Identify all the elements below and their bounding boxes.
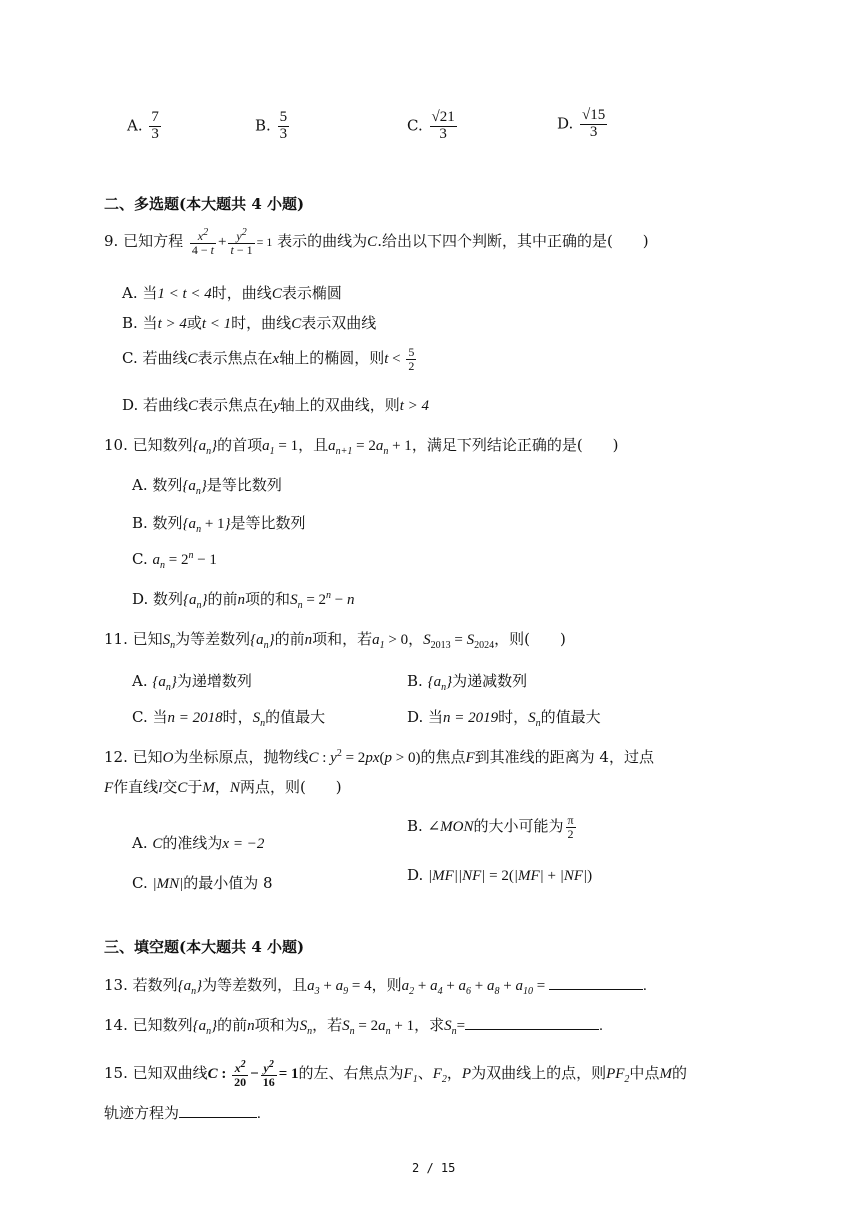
q9-equation: $\frac{x^2}{4 - t}$ xyxy=(191,227,214,257)
q13-stem: 13. 若数列$\{a_n\}$为等差数列，且$a_3 + a_9 = 4$，则$a_2 + a_4 + a_6 + a_8 + a_{10}$ = . xyxy=(104,976,647,997)
q12-option-d: D. |MF||NF| = 2(|MF| + |NF|) xyxy=(407,866,593,884)
q12-option-b: B. ∠MON的大小可能为 $\frac{\pi}{2}$ xyxy=(407,813,574,841)
q10-option-a: A. 数列$\{a_n\}$是等比数列 xyxy=(132,476,282,497)
q9-option-a: A. 当1 < t < 4时，曲线C表示椭圆 xyxy=(122,284,342,302)
q8-option-d: D. $\frac{√15}{3}$ xyxy=(557,107,606,140)
q11-option-d: D. 当n = 2019时，$S_n$的值最大 xyxy=(407,708,601,729)
q12-option-c: C. |MN|的最小值为 8 xyxy=(132,874,273,892)
q9-option-b: B. 当t > 4或t < 1时，曲线C表示双曲线 xyxy=(122,314,377,332)
q10-stem: 10. 已知数列$\{a_n\}$的首项$a_1 = 1$，且$a_{n+1} = 2a_n + 1$，满足下列结论正确的是( ) xyxy=(104,436,619,457)
q8-option-c: C. $\frac{√21}{3}$ xyxy=(407,109,455,142)
q11-stem: 11. 已知$S_n$为等差数列$\{a_n\}$的前n项和，若$a_1 > 0$，$S_{2013} = S_{2024}$，则( ) xyxy=(104,630,566,651)
q12-stem-line1: 12. 已知O为坐标原点，抛物线C : $y^2 = 2px(p > 0)$的焦点F到其准线的距离为 4，过点 xyxy=(104,748,654,766)
q15-stem-line1: 15. 已知双曲线C : $\frac{x^2}{20}$ − $\frac{y^2}{16}$ = 1的左、右焦点为$F_1$、$F_2$，P为双曲线上的点，则$PF_2$中点M的 xyxy=(104,1059,687,1089)
section3-title: 三、填空题(本大题共 4 小题) xyxy=(104,938,305,956)
q13-answer-blank xyxy=(549,975,643,990)
q10-option-d: D. 数列$\{a_n\}$的前n项的和$S_n = 2^n - n$ xyxy=(132,590,355,611)
q11-option-a: A. $\{a_n\}$为递增数列 xyxy=(132,672,252,693)
q15-answer-blank xyxy=(179,1103,257,1118)
q14-stem: 14. 已知数列$\{a_n\}$的前n项和为$S_n$，若$S_n = 2a_n + 1$，求$S_n=$ . xyxy=(104,1016,603,1037)
q15-stem-line2: 轨迹方程为 . xyxy=(104,1104,261,1122)
q9-stem: 9. 已知方程 $\frac{x^2}{4 - t}$ + $\frac{y^2}{t - 1}$ = 1 表示的曲线为C.给出以下四个判断，其中正确的是( ) xyxy=(104,227,649,257)
q11-option-c: C. 当n = 2018时，$S_n$的值最大 xyxy=(132,708,326,729)
q11-option-b: B. $\{a_n\}$为递减数列 xyxy=(407,672,528,693)
q8-option-b: B. $\frac{5}{3}$ xyxy=(255,109,288,142)
q12-option-a: A. C的准线为x = −2 xyxy=(132,834,265,852)
page-number: 2 / 15 xyxy=(412,1161,456,1175)
q10-option-b: B. 数列$\{a_n + 1\}$是等比数列 xyxy=(132,514,306,535)
q8-option-a: A. $\frac{7}{3}$ xyxy=(127,109,159,142)
q10-option-c: C. $a_n = 2^n - 1$ xyxy=(132,550,217,571)
q14-answer-blank xyxy=(465,1015,599,1030)
q9-option-c: C. 若曲线C表示焦点在x轴上的椭圆，则t < $\frac{5}{2}$ xyxy=(122,345,415,373)
section2-title: 二、多选题(本大题共 4 小题) xyxy=(104,195,305,213)
q12-stem-line2: F作直线l交C于M，N两点，则( ) xyxy=(104,778,342,796)
q9-option-d: D. 若曲线C表示焦点在y轴上的双曲线，则t > 4 xyxy=(122,396,430,414)
